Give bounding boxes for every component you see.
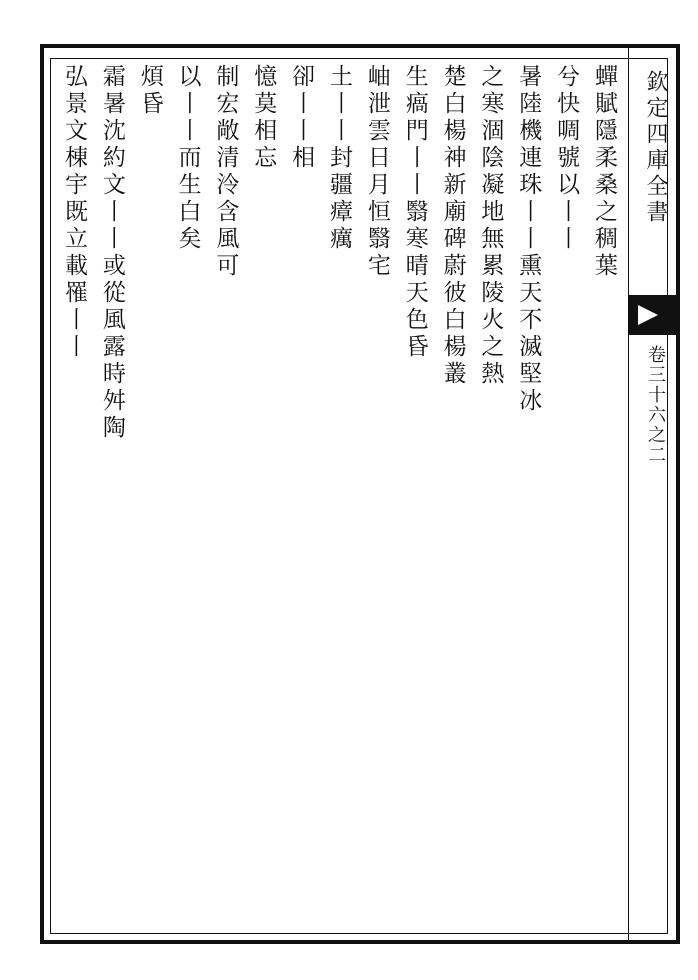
text-column: 暑陸機連珠丨丨熏天不滅堅冰: [515, 64, 542, 415]
text-column: 兮快啁號以丨丨: [553, 64, 580, 253]
text-column: 霜暑沈約文丨丨或從風露時舛陶: [98, 64, 125, 442]
text-column: 制宏敞清泠含風可: [212, 64, 239, 280]
text-column: 土丨丨封疆瘴癘: [325, 64, 352, 253]
text-column: 岫泄雲日月恒翳宅: [363, 64, 390, 280]
text-column: 蟬賦隱柔桑之稠葉: [591, 64, 617, 280]
text-column: 以丨丨而生白矣: [174, 64, 201, 253]
text-column: 弘景文棟宇既立載罹丨丨: [60, 64, 87, 361]
fish-tail-mark: [628, 295, 678, 335]
gutter-volume: 卷三十六之二: [645, 345, 666, 465]
text-columns: [56, 64, 624, 924]
text-column: 卻丨丨相: [288, 64, 315, 172]
margin-rule: [628, 48, 629, 940]
text-column: 生瘑門丨丨翳寒晴天色昏: [401, 64, 428, 361]
text-column: 憶莫相忘: [250, 64, 277, 172]
text-column: 之寒涸陰凝地無累陵火之熱: [477, 64, 504, 388]
text-column: 煩昏: [136, 64, 163, 118]
text-column: 楚白楊神新廟碑蔚彼白楊叢: [439, 64, 466, 388]
gutter-title: 欽定四庫全書: [643, 70, 668, 226]
